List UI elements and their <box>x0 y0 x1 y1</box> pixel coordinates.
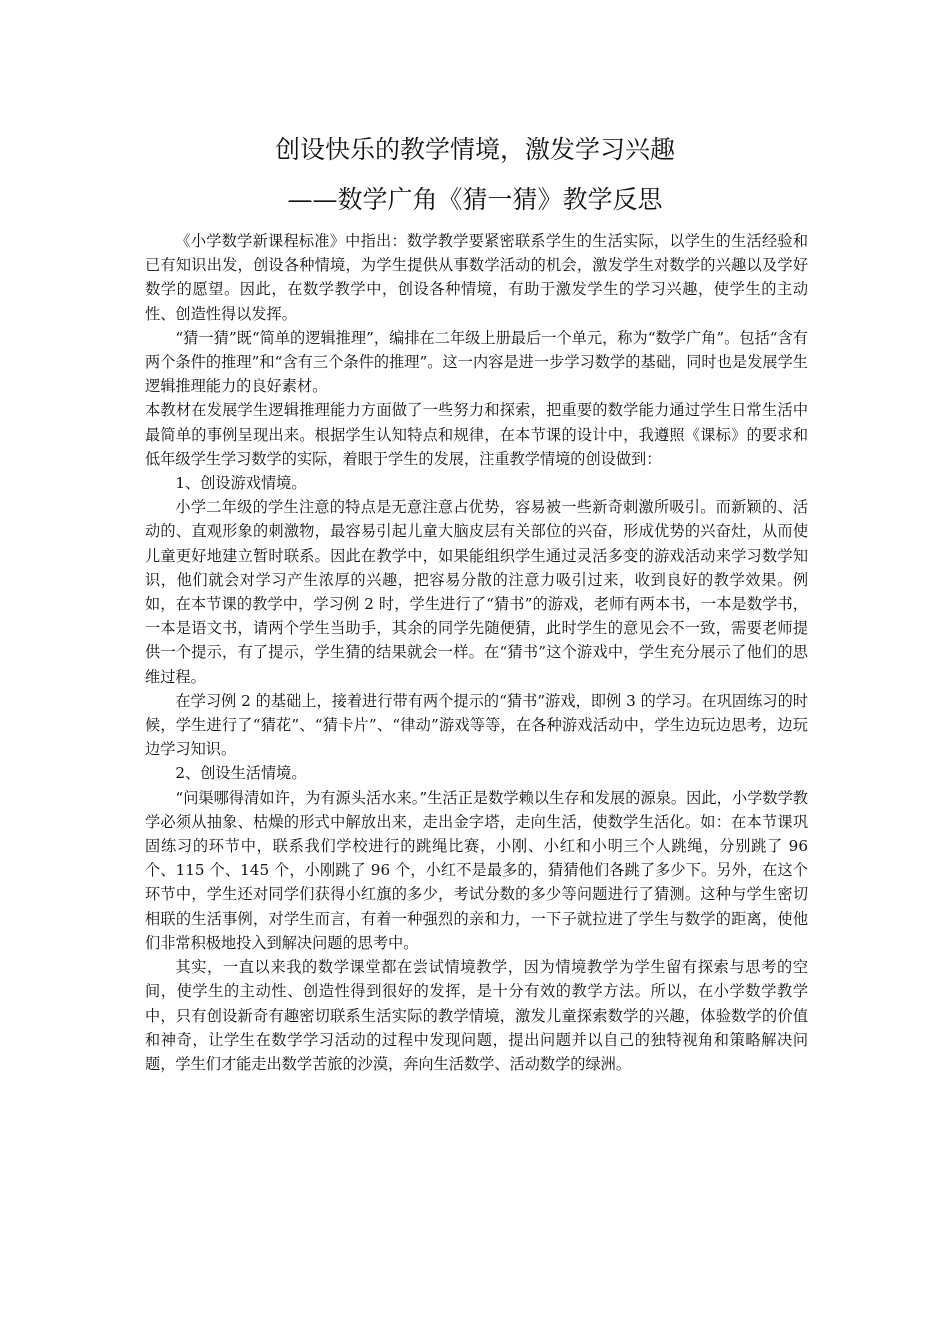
document-body <box>145 229 808 1076</box>
section-heading-game: 1、创设游戏情境。 <box>175 474 307 493</box>
section-heading-life: 2、创设生活情境。 <box>175 764 307 783</box>
paragraph-life-situation: “问渠哪得清如许，为有源头活水来。”生活正是数学赖以生存和发展的源泉。因此，小学数学教学必须从抽象、枯燥的形式中解放出来，走出金字塔，走向生活，使数学生活化。如：在本节课巩固练习的环节中，联系我们学校进行的跳绳比赛，小刚、小红和小明三个人跳绳，分别跳了 96 个、115 个、145 个，小刚跳了 96 个，小红不是最多的，猜猜他们各跳了多少下。另外，在这个环节中，学生还对同学们获得小红旗的多少，考试分数的多少等问题进行了猜测。这种与学生密切相联的生活事例，对学生而言，有着一种强烈的亲和力，一下子就拉进了学生与数学的距离，使他们非常积极地投入到解决问题的思考中。 <box>145 788 808 952</box>
paragraph-game-situation: 小学二年级的学生注意的特点是无意注意占优势，容易被一些新奇刺激所吸引。而新颖的、活动的、直观形象的刺激物，最容易引起儿童大脑皮层有关部位的兴奋，形成优势的兴奋灶，从而使儿童更好地建立暂时联系。因此在教学中，如果能组织学生通过灵活多变的游戏活动来学习数学知识，他们就会对学习产生浓厚的兴趣，把容易分散的注意力吸引过来，收到良好的教学效果。例如，在本节课的教学中，学习例 2 时，学生进行了“猜书”的游戏，老师有两本书，一本是数学书，一本是语文书，请两个学生当助手，其余的同学先随便猜，此时学生的意见会不一致，需要老师提供一个提示，有了提示，学生猜的结果就会一样。在“猜书”这个游戏中，学生充分展示了他们的思维过程。 <box>145 498 808 686</box>
paragraph-intro: 《小学数学新课程标准》中指出：数学教学要紧密联系学生的生活实际，以学生的生活经验和已有知识出发，创设各种情境，为学生提供从事数学活动的机会，激发学生对数学的兴趣以及学好数学的愿望。因此，在数学教学中，创设各种情境，有助于激发学生的学习兴趣，使学生的主动性、创造性得以发挥。 <box>145 232 808 323</box>
paragraph-example-3: 在学习例 2 的基础上，接着进行带有两个提示的“猜书”游戏，即例 3 的学习。在巩固练习的时候，学生进行了“猜花”、“猜卡片”、“律动”游戏等等，在各种游戏活动中，学生边玩边思考，边玩边学习知识。 <box>145 691 808 759</box>
paragraph-textbook: 本教材在发展学生逻辑推理能力方面做了一些努力和探索，把重要的数学能力通过学生日常生活中最简单的事例呈现出来。根据学生认知特点和规律，在本节课的设计中，我遵照《课标》的要求和低年级学生学习数学的实际，着眼于学生的发展，注重教学情境的创设做到： <box>145 401 808 468</box>
paragraph-guess-topic: “猜一猜”既“简单的逻辑推理”，编排在二年级上册最后一个单元，称为“数学广角”。包括“含有两个条件的推理”和“含有三个条件的推理”。这一内容是进一步学习数学的基础，同时也是发展学生逻辑推理能力的良好素材。 <box>145 328 808 396</box>
paragraph-conclusion: 其实，一直以来我的数学课堂都在尝试情境教学，因为情境教学为学生留有探索与思考的空间，使学生的主动性、创造性得到很好的发挥，是十分有效的教学方法。所以，在小学数学教学中，只有创设新奇有趣密切联系生活实际的教学情境，激发儿童探索数学的兴趣，体验数学的价值和神奇，让学生在数学学习活动的过程中发现问题，提出问题并以自己的独特视角和策略解决问题，学生们才能走出数学苦旅的沙漠，奔向生活数学、活动数学的绿洲。 <box>145 958 808 1073</box>
document-subtitle: ——数学广角《猜一猜》教学反思 <box>287 185 663 214</box>
document-title: 创设快乐的教学情境，激发学习兴趣 <box>274 135 675 164</box>
